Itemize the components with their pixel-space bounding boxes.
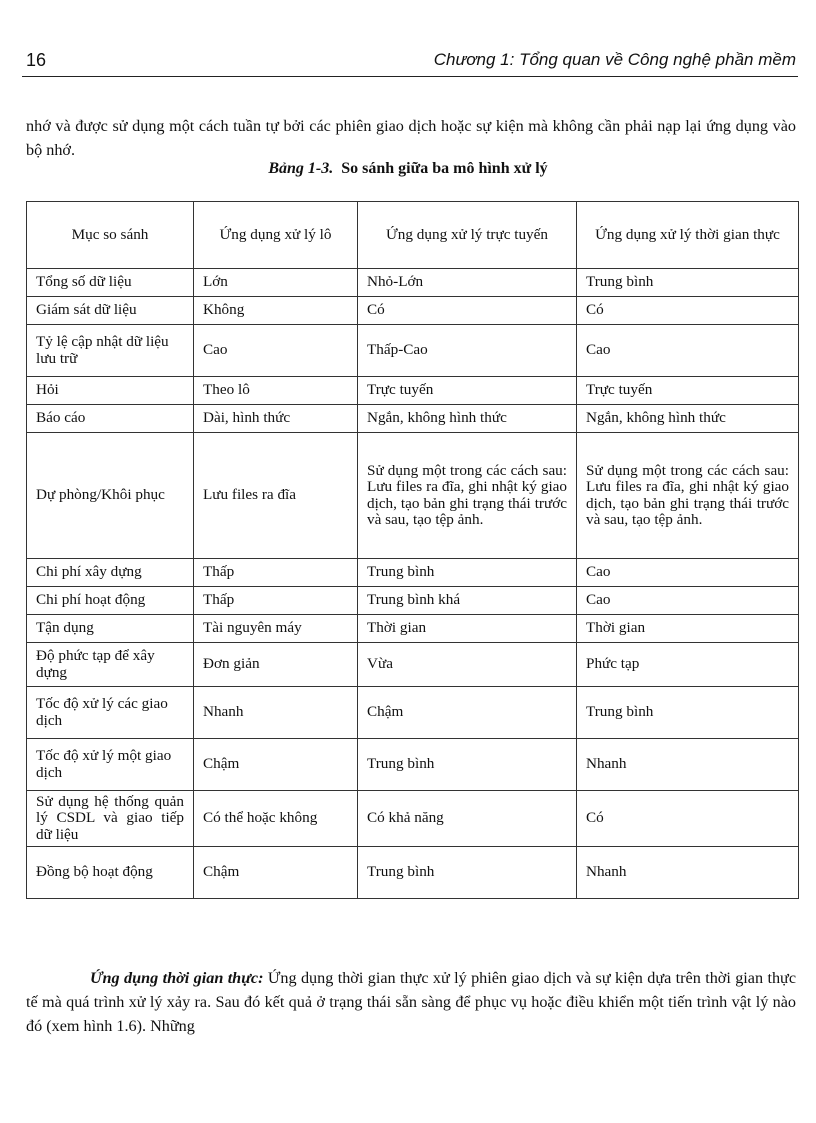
table-cell: Không xyxy=(194,297,358,325)
table-cell: Thấp xyxy=(194,559,358,587)
table-row xyxy=(27,587,799,615)
table-cell: Ngắn, không hình thức xyxy=(577,405,799,433)
table-cell: Giám sát dữ liệu xyxy=(27,297,194,325)
table-cell: Trung bình xyxy=(358,559,577,587)
table-cell: Có xyxy=(577,791,799,847)
table-cell: Nhanh xyxy=(577,739,799,791)
table-cell: Tổng số dữ liệu xyxy=(27,269,194,297)
table-cell: Ngắn, không hình thức xyxy=(358,405,577,433)
table-row xyxy=(27,739,799,791)
table-row xyxy=(27,325,799,377)
table-cell: Thấp xyxy=(194,587,358,615)
table-cell: Trung bình xyxy=(358,847,577,899)
table-row xyxy=(27,559,799,587)
table-cell: Vừa xyxy=(358,643,577,687)
table-cell: Độ phức tạp để xây dựng xyxy=(27,643,194,687)
table-cell: Cao xyxy=(194,325,358,377)
page-header xyxy=(26,50,796,72)
table-row xyxy=(27,643,799,687)
header-cell: Ứng dụng xử lý thời gian thực xyxy=(577,202,799,269)
table-cell: Thời gian xyxy=(577,615,799,643)
table-cell: Có thể hoặc không xyxy=(194,791,358,847)
table-row xyxy=(27,297,799,325)
table-cell: Trung bình xyxy=(577,269,799,297)
table-header-row xyxy=(27,202,799,269)
closing-paragraph xyxy=(26,966,796,1038)
intro-paragraph: nhớ và được sử dụng một cách tuần tự bởi các phiên giao dịch hoặc sự kiện mà không cần phải nạp lại ứng dụng vào bộ nhớ. xyxy=(26,117,796,160)
table-caption xyxy=(0,160,816,178)
table-cell: Có xyxy=(358,297,577,325)
table-cell: Trực tuyến xyxy=(577,377,799,405)
table-row xyxy=(27,269,799,297)
closing-paragraph-text: Ứng dụng thời gian thực xử lý phiên giao dịch và sự kiện dựa trên thời gian thực tế mà quá trình xử lý xảy ra. Sau đó kết quả ở trạng thái sẵn sàng để phục vụ hoặc điều khiển một tiến trình vật lý nào đó (xem hình 1.6). Những xyxy=(26,969,797,1036)
table-row xyxy=(27,847,799,899)
table-cell: Hỏi xyxy=(27,377,194,405)
table-cell: Dài, hình thức xyxy=(194,405,358,433)
table-cell: Tỷ lệ cập nhật dữ liệu lưu trữ xyxy=(27,325,194,377)
page-number: 16 xyxy=(26,50,47,70)
table-row xyxy=(27,433,799,559)
header-rule xyxy=(22,76,798,77)
chapter-title: Chương 1: Tổng quan về Công nghệ phần mềm xyxy=(433,50,796,69)
table-cell: Có xyxy=(577,297,799,325)
header-cell: Mục so sánh xyxy=(27,202,194,269)
table-cell: Lớn xyxy=(194,269,358,297)
header-cell: Ứng dụng xử lý trực tuyến xyxy=(358,202,577,269)
table-cell: Tài nguyên máy xyxy=(194,615,358,643)
table-cell: Sử dụng hệ thống quản lý CSDL và giao tiếp dữ liệu xyxy=(27,791,194,847)
table-cell: Trung bình xyxy=(577,687,799,739)
table-caption-label: Bảng 1-3. xyxy=(268,160,334,177)
table-row xyxy=(27,687,799,739)
table-cell: Tốc độ xử lý các giao dịch xyxy=(27,687,194,739)
table-cell: Chi phí xây dựng xyxy=(27,559,194,587)
table-cell: Theo lô xyxy=(194,377,358,405)
table-cell: Nhanh xyxy=(577,847,799,899)
table-row xyxy=(27,377,799,405)
table-cell: Tận dụng xyxy=(27,615,194,643)
table-cell: Sử dụng một trong các cách sau: Lưu files ra đĩa, ghi nhật ký giao dịch, tạo bản ghi trạng thái trước và sau, tạo tệp ảnh. xyxy=(577,433,799,559)
table-cell: Trung bình khá xyxy=(358,587,577,615)
table-cell: Đơn giản xyxy=(194,643,358,687)
section-lead: Ứng dụng thời gian thực: xyxy=(90,969,264,988)
table-row xyxy=(27,615,799,643)
comparison-table xyxy=(26,201,799,899)
table-row xyxy=(27,791,799,847)
table-cell: Có khả năng xyxy=(358,791,577,847)
table-cell: Dự phòng/Khôi phục xyxy=(27,433,194,559)
table-row xyxy=(27,405,799,433)
table-cell: Chậm xyxy=(194,847,358,899)
table-cell: Chậm xyxy=(194,739,358,791)
table-cell: Trực tuyến xyxy=(358,377,577,405)
header-cell: Ứng dụng xử lý lô xyxy=(194,202,358,269)
table-cell: Chậm xyxy=(358,687,577,739)
table-cell: Sử dụng một trong các cách sau: Lưu files ra đĩa, ghi nhật ký giao dịch, tạo bản ghi trạng thái trước và sau, tạo tệp ảnh. xyxy=(358,433,577,559)
table-cell: Báo cáo xyxy=(27,405,194,433)
table-cell: Cao xyxy=(577,325,799,377)
table-cell: Cao xyxy=(577,587,799,615)
table-cell: Chi phí hoạt động xyxy=(27,587,194,615)
table-cell: Phức tạp xyxy=(577,643,799,687)
table-cell: Cao xyxy=(577,559,799,587)
table-cell: Thấp-Cao xyxy=(358,325,577,377)
table-cell: Nhỏ-Lớn xyxy=(358,269,577,297)
table-cell: Nhanh xyxy=(194,687,358,739)
table-cell: Trung bình xyxy=(358,739,577,791)
table-cell: Thời gian xyxy=(358,615,577,643)
table-caption-text: So sánh giữa ba mô hình xử lý xyxy=(341,160,548,177)
table-cell: Lưu files ra đĩa xyxy=(194,433,358,559)
table-cell: Đồng bộ hoạt động xyxy=(27,847,194,899)
table-cell: Tốc độ xử lý một giao dịch xyxy=(27,739,194,791)
